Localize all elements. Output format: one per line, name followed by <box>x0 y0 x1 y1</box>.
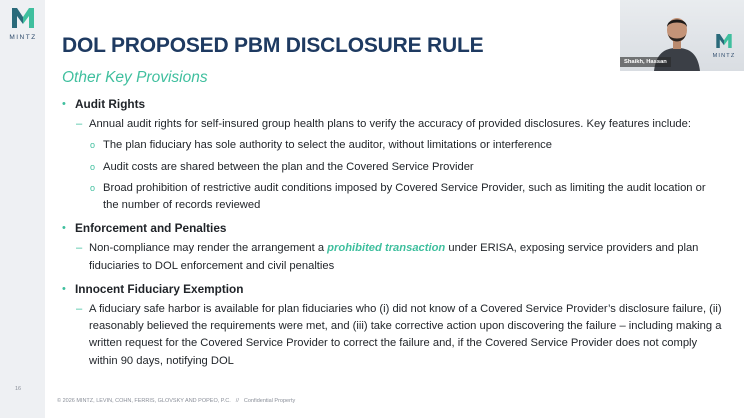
list-item <box>76 301 722 370</box>
item-text-before: Non-compliance may render the arrangement a <box>89 242 328 255</box>
item-text-after: under ERISA, exposing service providers and plan fiduciaries to DOL enforcement and civil penalties <box>89 242 699 272</box>
item-text: Annual audit rights for self-insured group health plans to verify the accuracy of provided disclosures. Key features include: <box>89 118 691 131</box>
page-number: 16 <box>15 386 22 392</box>
slide-body <box>62 96 722 370</box>
bullet-icon: • <box>62 222 66 235</box>
video-thumbnail[interactable] <box>620 0 744 71</box>
item-text: A fiduciary safe harbor is available for plan fiduciaries who (i) did not know of a Covered Service Provider’s disclosure failure, (ii) reasonably believed the requirements were met, and (iii) take corrective action upon discovering the failure – including making a written request for the Covered Service Provider to correct the failure and, if the Covered Service Provider does not comply within 90 days, notifying DOL <box>89 303 722 367</box>
circle-bullet-icon: o <box>90 182 96 193</box>
copyright-text: © 2026 MINTZ, LEVIN, COHN, FERRIS, GLOVSKY AND POPEO, P.C. <box>57 398 231 404</box>
circle-bullet-icon: o <box>90 140 96 151</box>
sub-item-text: The plan fiduciary has sole authority to select the auditor, without limitations or interference <box>103 139 552 152</box>
left-sidebar <box>0 0 45 418</box>
bullet-icon: • <box>62 98 66 110</box>
sub-list-item <box>90 180 722 214</box>
circle-bullet-icon: o <box>90 161 96 172</box>
slide-footer <box>57 398 295 404</box>
video-logo <box>710 34 738 59</box>
footer-separator: // <box>235 398 239 404</box>
mintz-m-icon <box>12 8 34 28</box>
highlight-term: prohibited transaction <box>327 242 446 255</box>
sub-list-item <box>90 137 722 154</box>
item-text <box>89 240 722 274</box>
mintz-logo <box>6 8 40 41</box>
dash-icon: – <box>76 242 83 255</box>
section-title: Audit Rights <box>75 97 146 111</box>
dash-icon: – <box>76 303 83 316</box>
logo-wordmark: MINTZ <box>9 34 37 41</box>
sub-item-text: Broad prohibition of restrictive audit conditions imposed by Covered Service Provider, such as limiting the audit location or the number of records reviewed <box>103 181 706 212</box>
section-title: Innocent Fiduciary Exemption <box>75 281 244 296</box>
slide-title: DOL PROPOSED PBM DISCLOSURE RULE <box>62 34 484 57</box>
section-heading <box>62 96 722 113</box>
participant-name-tag: Shaikh, Hassan <box>620 57 671 67</box>
list-item <box>76 116 722 133</box>
section-title: Enforcement and Penalties <box>75 221 227 236</box>
confidential-text: Confidential Property <box>243 398 296 404</box>
sub-list-item <box>90 159 722 176</box>
slide-subtitle: Other Key Provisions <box>62 69 208 86</box>
section-heading <box>62 220 722 237</box>
section-heading <box>62 281 722 298</box>
bullet-icon: • <box>62 282 66 295</box>
list-item <box>76 240 722 274</box>
video-logo-wordmark: MINTZ <box>712 53 736 59</box>
mintz-m-icon <box>716 34 732 48</box>
sub-item-text: Audit costs are shared between the plan and the Covered Service Provider <box>103 160 474 173</box>
dash-icon: – <box>76 118 83 131</box>
